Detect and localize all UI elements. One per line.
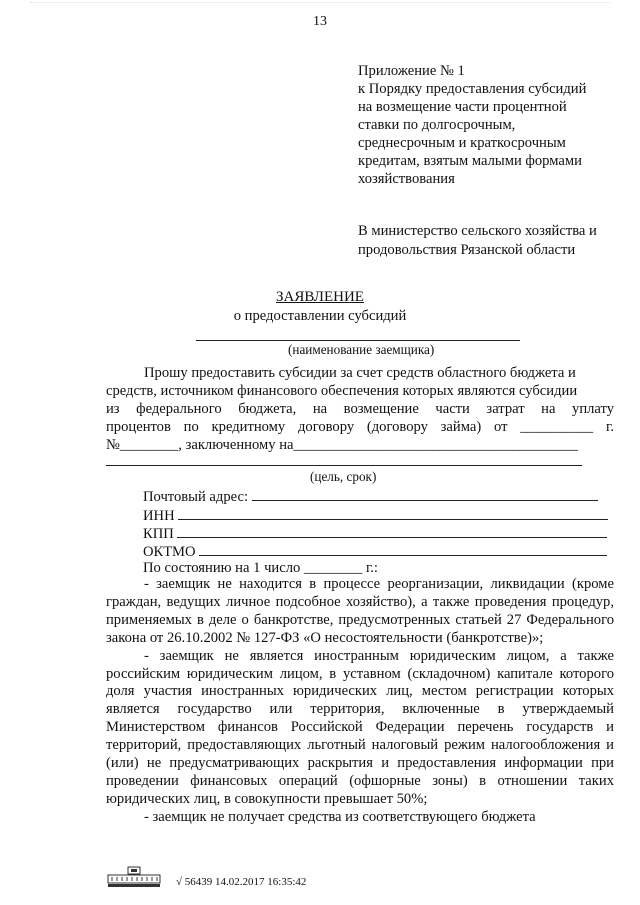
kpp-row (143, 523, 607, 543)
addressee-line: продовольствия Рязанской области (358, 242, 576, 258)
borrower-caption: (наименование заемщика) (288, 342, 435, 357)
status-date-label: По состоянию на 1 число ________ г.: (143, 560, 378, 576)
appendix-line: к Порядку предоставления субсидий (358, 81, 587, 97)
inn-row (143, 505, 608, 525)
oktmo-field[interactable] (199, 541, 607, 556)
request-line: Прошу предоставить субсидии за счет средств областного бюджета и (144, 365, 576, 381)
inn-field[interactable] (178, 505, 608, 520)
scan-noise (30, 2, 610, 11)
footer (106, 866, 306, 888)
page-number: 13 (313, 14, 327, 29)
appendix-line: на возмещение части процентной (358, 99, 567, 115)
borrower-name-line[interactable] (196, 340, 520, 341)
condition-paragraph: - заемщик не находится в процессе реорганизации, ликвидации (кроме граждан, ведущих личное подсобное хозяйство), а также проведения процедур, применяемых в деле о банкротстве, предусмотренных статьей 27 Федерального закона от 26.10.2002 № 127-ФЗ «О несостоятельности (банкротстве)»; (106, 576, 614, 646)
purpose-line[interactable] (106, 465, 582, 466)
status-date-row (143, 559, 378, 577)
purpose-caption: (цель, срок) (310, 469, 377, 484)
document-reference-mark: √ (176, 876, 183, 888)
appendix-line: Приложение № 1 (358, 63, 465, 79)
postal-address-field[interactable] (252, 486, 598, 501)
kpp-field[interactable] (177, 523, 607, 538)
inn-label: ИНН (143, 508, 175, 524)
appendix-line: хозяйствования (358, 171, 455, 187)
appendix-line: среднесрочным и краткосрочным (358, 135, 566, 151)
document-title: ЗАЯВЛЕНИЕ (276, 289, 364, 305)
registry-logo-icon (106, 866, 162, 888)
title-block (0, 288, 640, 326)
request-line: процентов по кредитному договору (договору займа) от __________ г. (106, 419, 614, 436)
request-line: средств, источником финансового обеспечения которых являются субсидии (106, 383, 578, 400)
condition-paragraph: - заемщик не является иностранным юридическим лицом, а также российским юридическим лицом, в уставном (складочном) капитале которого доля участия иностранных юридических лиц, местом регистрации которых является государство или территория, включенные в утверждаемый Министерством финансов Российской Федерации перечень государств и территорий, предоставляющих льготный налоговый режим налогообложения и (или) не предусматривающих раскрытия и предоставления информации при проведении финансовых операций (офшорные зоны) в отношении таких юридических лиц, в совокупности превышает 50%; (106, 647, 614, 807)
request-line: из федерального бюджета, на возмещение части затрат на уплату (106, 401, 614, 418)
appendix-line: ставки по долгосрочным, (358, 117, 516, 133)
appendix-line: кредитам, взятым малыми формами (358, 153, 582, 169)
document-subtitle: о предоставлении субсидий (233, 308, 407, 324)
oktmo-label: ОКТМО (143, 544, 196, 560)
request-line: №________, заключенному на_______________________________________ (106, 437, 579, 454)
condition-paragraph: - заемщик не получает средства из соответствующего бюджета (144, 808, 536, 825)
document-reference (176, 876, 306, 888)
document-reference-value: 56439 14.02.2017 16:35:42 (184, 876, 307, 888)
oktmo-row (143, 541, 607, 561)
postal-address-row (143, 486, 598, 506)
postal-address-label: Почтовый адрес: (143, 489, 249, 505)
appendix-note (358, 62, 628, 188)
kpp-label: КПП (143, 526, 174, 542)
request-text (106, 364, 614, 454)
conditions-list (106, 576, 614, 827)
addressee (358, 222, 628, 260)
addressee-line: В министерство сельского хозяйства и (358, 223, 597, 239)
